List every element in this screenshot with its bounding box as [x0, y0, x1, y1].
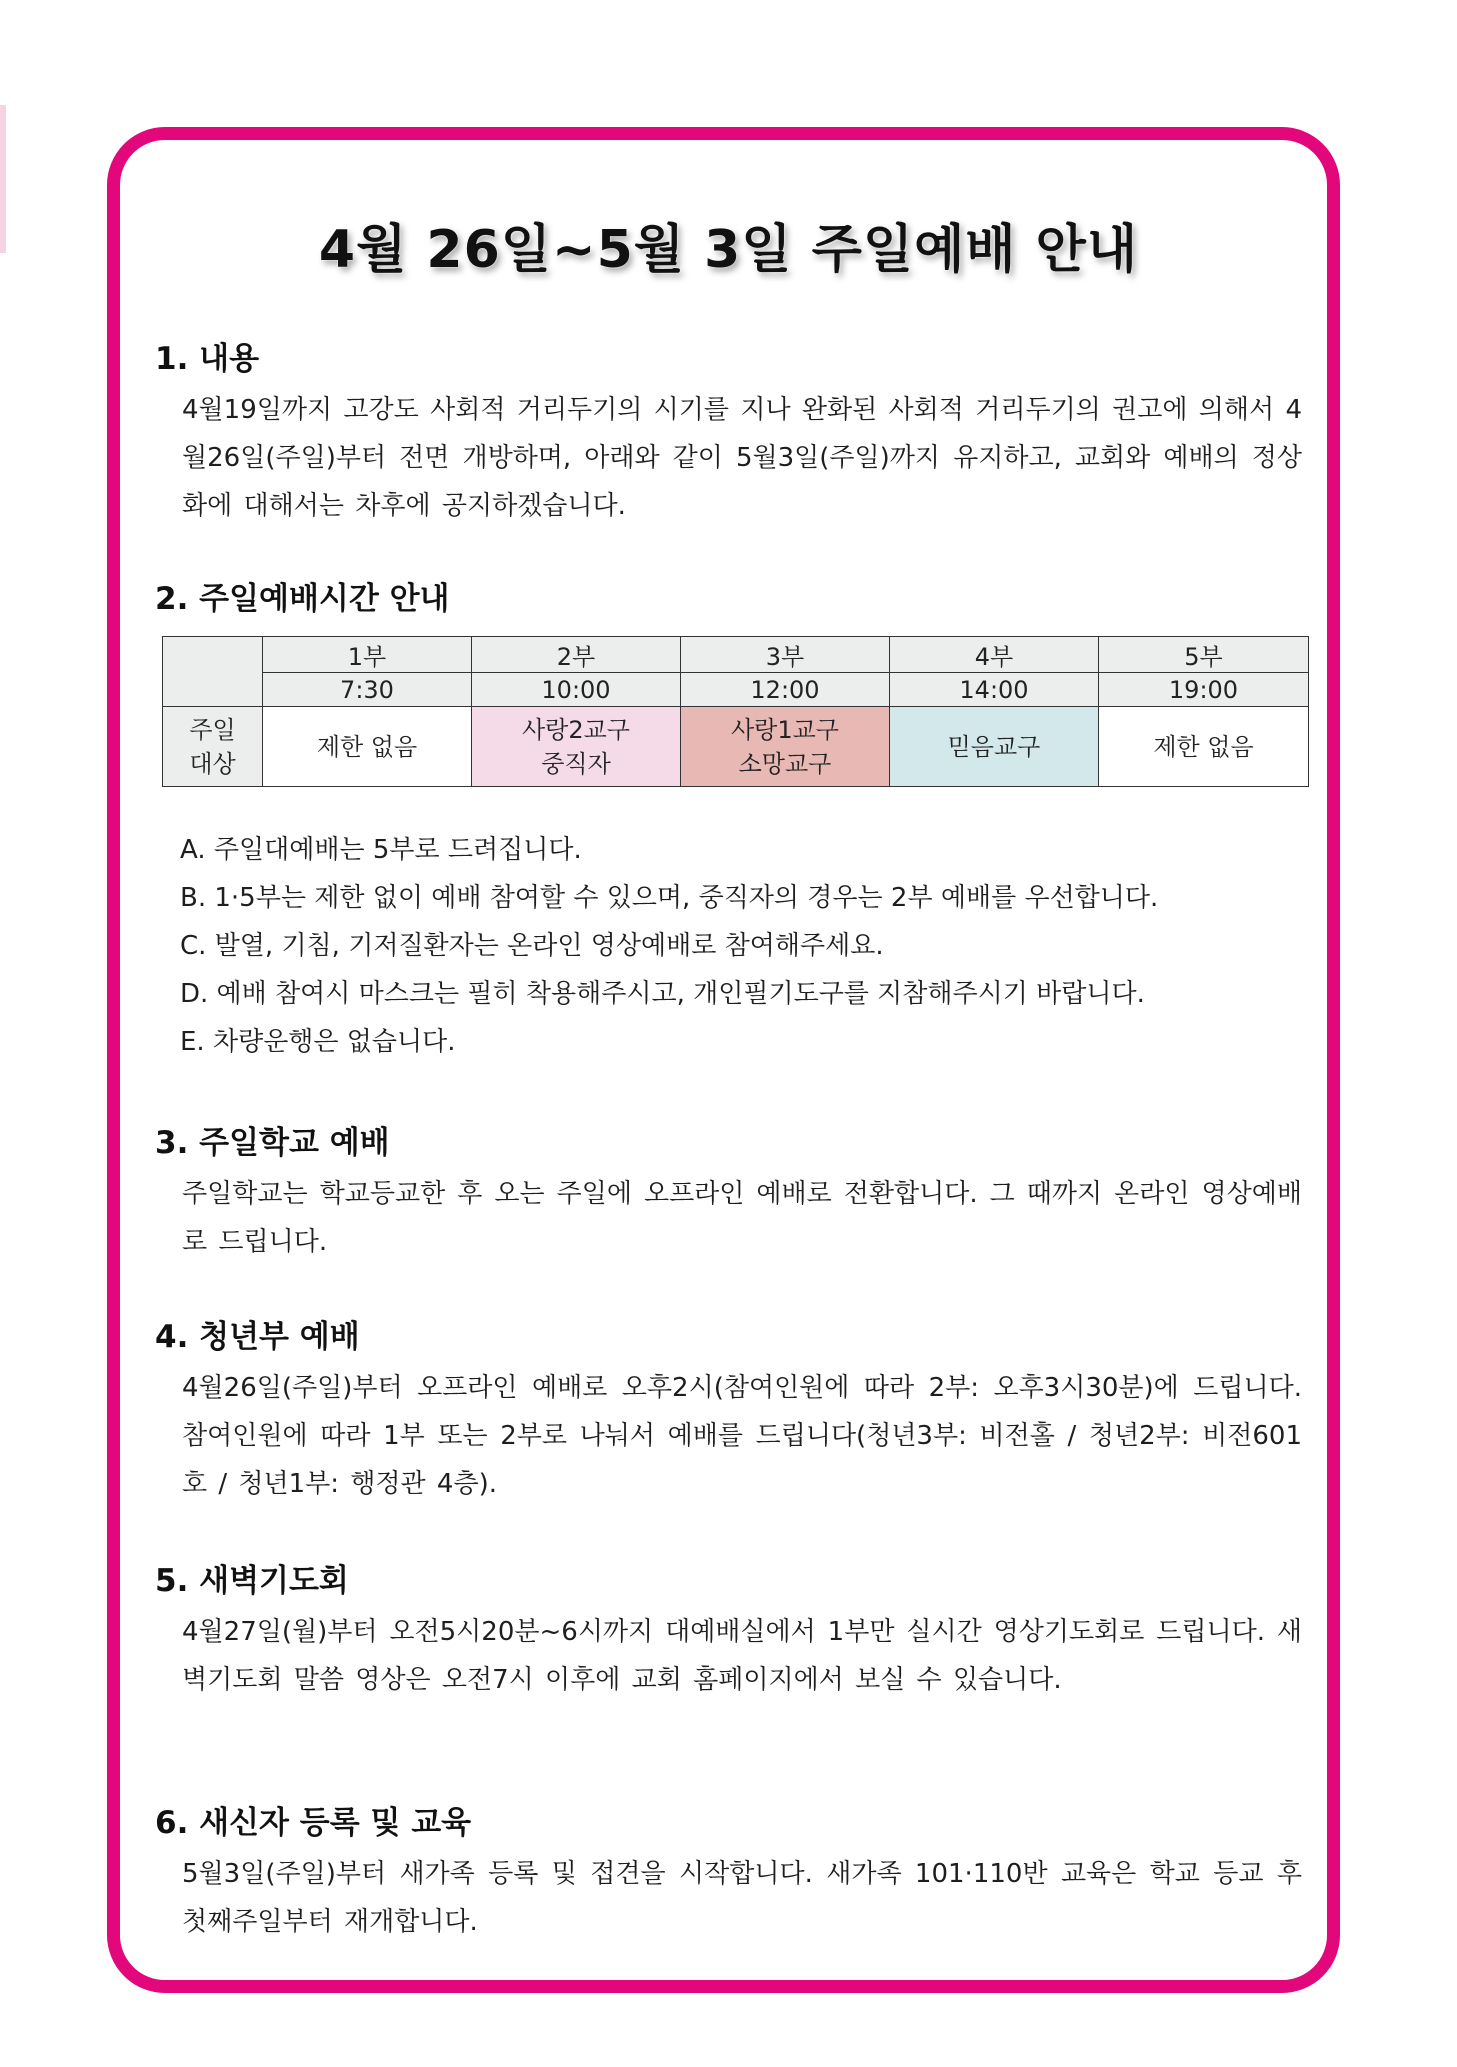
target-line: 소망교구 — [738, 749, 832, 778]
section-heading: 5. 새벽기도회 — [155, 1563, 349, 1599]
list-item: A. 주일대예배는 5부로 드려집니다. — [180, 835, 582, 865]
section-youth-worship — [155, 1311, 1305, 1508]
section-heading: 3. 주일학교 예배 — [155, 1125, 390, 1161]
target-line: 믿음교구 — [947, 732, 1041, 761]
page-title: 4월 26일~5월 3일 주일예배 안내 — [318, 220, 1139, 280]
service-time-cell: 10:00 — [472, 673, 681, 707]
section-heading: 1. 내용 — [155, 341, 260, 377]
target-cell — [681, 707, 890, 787]
section-heading: 4. 청년부 예배 — [155, 1319, 360, 1355]
list-item: D. 예배 참여시 마스크는 필히 착용해주시고, 개인필기도구를 지참해주시기 바랍니다. — [180, 979, 1145, 1009]
table-row-service-times — [163, 673, 1309, 707]
service-schedule-table — [162, 636, 1309, 787]
target-cell — [472, 707, 681, 787]
section-sunday-school — [155, 1117, 1305, 1266]
section-body: 4월26일(주일)부터 오프라인 예배로 오후2시(참여인원에 따라 2부: 오후3시30분)에 드립니다. 참여인원에 따라 1부 또는 2부로 나눠서 예배를 드립니다(청년3부: 비전홀 / 청년2부: 비전601호 / 청년1부: 행정관 4층). — [182, 1373, 1302, 1499]
target-cell — [1099, 707, 1309, 787]
service-time-cell: 19:00 — [1099, 673, 1309, 707]
section-heading: 6. 새신자 등록 및 교육 — [155, 1805, 472, 1841]
list-item: C. 발열, 기침, 기저질환자는 온라인 영상예배로 참여해주세요. — [180, 931, 884, 961]
row-label-line: 대상 — [189, 749, 236, 778]
service-name-cell: 2부 — [472, 637, 681, 673]
section-dawn-prayer — [155, 1555, 1305, 1704]
section-newcomer-registration — [155, 1797, 1305, 1946]
row-label-cell — [163, 707, 263, 787]
section-body: 주일학교는 학교등교한 후 오는 주일에 오프라인 예배로 전환합니다. 그 때까지 온라인 영상예배로 드립니다. — [182, 1179, 1302, 1257]
service-name-cell: 5부 — [1099, 637, 1309, 673]
target-line: 사랑2교구 — [521, 715, 630, 744]
table-row-service-names — [163, 637, 1309, 673]
service-time-cell: 7:30 — [263, 673, 472, 707]
service-time-cell: 12:00 — [681, 673, 890, 707]
row-label-line: 주일 — [189, 715, 236, 744]
section-service-times — [155, 573, 1305, 626]
target-cell — [263, 707, 472, 787]
target-line: 중직자 — [541, 749, 611, 778]
service-name-cell: 4부 — [890, 637, 1099, 673]
service-notes-list — [180, 826, 1310, 1066]
section-content — [155, 333, 1305, 530]
section-body: 4월19일까지 고강도 사회적 거리두기의 시기를 지나 완화된 사회적 거리두기의 권고에 의해서 4월26일(주일)부터 전면 개방하며, 아래와 같이 5월3일(주일)까지 유지하고, 교회와 예배의 정상화에 대해서는 차후에 공지하겠습니다. — [182, 395, 1302, 521]
target-cell — [890, 707, 1099, 787]
target-line: 제한 없음 — [1153, 732, 1254, 761]
service-name-cell: 1부 — [263, 637, 472, 673]
table-row-targets — [163, 707, 1309, 787]
list-item: E. 차량운행은 없습니다. — [180, 1027, 456, 1057]
table-corner-cell — [163, 637, 263, 707]
section-heading: 2. 주일예배시간 안내 — [155, 581, 450, 617]
service-time-cell: 14:00 — [890, 673, 1099, 707]
service-name-cell: 3부 — [681, 637, 890, 673]
target-line: 사랑1교구 — [730, 715, 839, 744]
target-line: 제한 없음 — [316, 732, 418, 761]
list-item: B. 1·5부는 제한 없이 예배 참여할 수 있으며, 중직자의 경우는 2부 예배를 우선합니다. — [180, 883, 1159, 913]
section-body: 5월3일(주일)부터 새가족 등록 및 접견을 시작합니다. 새가족 101·110반 교육은 학교 등교 후 첫째주일부터 재개합니다. — [182, 1859, 1302, 1937]
section-body: 4월27일(월)부터 오전5시20분~6시까지 대예배실에서 1부만 실시간 영상기도회로 드립니다. 새벽기도회 말씀 영상은 오전7시 이후에 교회 홈페이지에서 보실 수 있습니다. — [182, 1617, 1302, 1695]
